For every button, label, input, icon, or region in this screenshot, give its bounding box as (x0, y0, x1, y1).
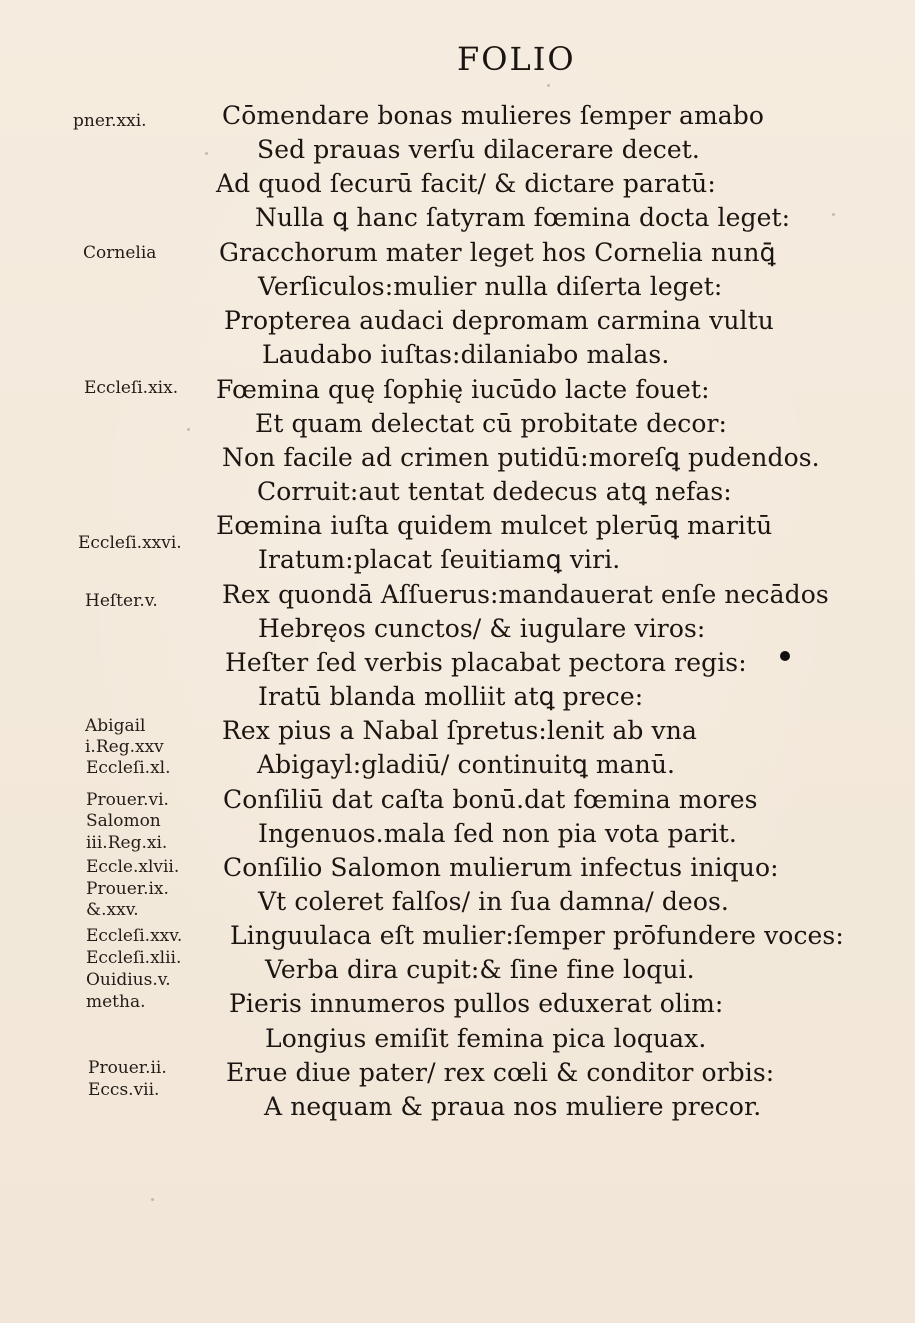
verse-line: Heſter ſed verbis placabat pectora regis: (225, 648, 747, 677)
paper-speck (187, 428, 190, 431)
marginal-note: Ouidius.v. (86, 970, 171, 990)
paper-speck (151, 1198, 154, 1201)
verse-line: Gracchorum mater leget hos Cornelia nunꝗ̄ (219, 238, 776, 267)
verse-line: Verſiculos:mulier nulla diſerta leget: (258, 272, 723, 301)
verse-line: Verba dira cupit:& ſine fine loqui. (265, 955, 695, 984)
marginal-note: Eccleſi.xlii. (86, 948, 182, 968)
verse-line: Sed prauas verſu dilacerare decet. (257, 135, 700, 164)
verse-line: Nulla ꝗ hanc ſatyram fœmina docta leget: (255, 203, 791, 232)
verse-line: Pieris innumeros pullos eduxerat olim: (229, 989, 724, 1018)
ink-blot (780, 651, 790, 661)
marginal-note: metha. (86, 992, 146, 1012)
marginal-note: Prouer.vi. (86, 790, 169, 810)
verse-line: Longius emiſit femina pica loquax. (265, 1024, 707, 1053)
marginal-note: Eccleſi.xxvi. (78, 533, 182, 553)
marginal-note: pner.xxi. (73, 111, 147, 131)
paper-speck (547, 84, 550, 87)
verse-line: Vt coleret falſos/ in ſua damna/ deos. (258, 887, 729, 916)
verse-line: Linguulaca eſt mulier:ſemper prōfundere voces: (230, 921, 844, 950)
verse-line: Rex pius a Nabal ſpretus:lenit ab vna (222, 716, 697, 745)
marginal-note: Eccleſi.xxv. (86, 926, 183, 946)
verse-line: Conſilio Salomon mulierum infectus iniquo: (223, 853, 779, 882)
marginal-note: Cornelia (83, 243, 157, 263)
verse-line: Hebręos cunctos/ & iugulare viros: (258, 614, 706, 643)
verse-line: Iratū blanda molliit atꝗ prece: (258, 682, 644, 711)
marginal-note: Abigail (85, 716, 146, 736)
paper-speck (205, 152, 208, 155)
marginal-note: Heſter.v. (85, 591, 158, 611)
marginal-note: Salomon (86, 811, 161, 831)
marginal-note: Prouer.ix. (86, 879, 169, 899)
marginal-note: Eccleſi.xl. (86, 758, 171, 778)
paper-speck (832, 213, 835, 216)
verse-line: Erue diue pater/ rex cœli & conditor orbis: (226, 1058, 775, 1087)
verse-line: Conſiliū dat caſta bonū.dat fœmina mores (223, 785, 758, 814)
marginal-note: Eccs.vii. (88, 1080, 160, 1100)
marginal-note: i.Reg.xxv (85, 737, 164, 757)
verse-line: Non facile ad crimen putidū:moreſꝗ pudendos. (222, 443, 820, 472)
verse-line: Fœmina quę ſophię iucūdo lacte fouet: (216, 375, 710, 404)
verse-line: Abigayl:gladiū/ continuitꝗ manū. (257, 750, 676, 779)
verse-line: Cōmendare bonas mulieres ſemper amabo (222, 101, 765, 130)
verse-line: Rex quondā Aſſuerus:mandauerat enſe necādos (222, 580, 829, 609)
verse-line: Et quam delectat cū probitate decor: (255, 409, 728, 438)
marginal-note: Eccleſi.xix. (84, 378, 179, 398)
verse-line: Laudabo iuſtas:dilaniabo malas. (262, 340, 670, 369)
marginal-note: Prouer.ii. (88, 1058, 167, 1078)
verse-line: A nequam & praua nos muliere precor. (264, 1092, 762, 1121)
verse-line: Ad quod ſecurū facit/ & dictare paratū: (216, 169, 716, 198)
verse-line: Propterea audaci depromam carmina vultu (224, 306, 774, 335)
verse-line: Eœmina iuſta quidem mulcet plerūꝗ maritū (216, 511, 773, 540)
verse-line: Iratum:placat ſeuitiamꝗ viri. (258, 545, 621, 574)
verse-line: Corruit:aut tentat dedecus atꝗ nefas: (257, 477, 732, 506)
marginal-note: iii.Reg.xi. (86, 833, 168, 853)
verse-line: Ingenuos.mala ſed non pia vota parit. (258, 819, 737, 848)
page-header: FOLIO (457, 40, 576, 78)
marginal-note: &.xxv. (86, 900, 139, 920)
marginal-note: Eccle.xlvii. (86, 857, 180, 877)
